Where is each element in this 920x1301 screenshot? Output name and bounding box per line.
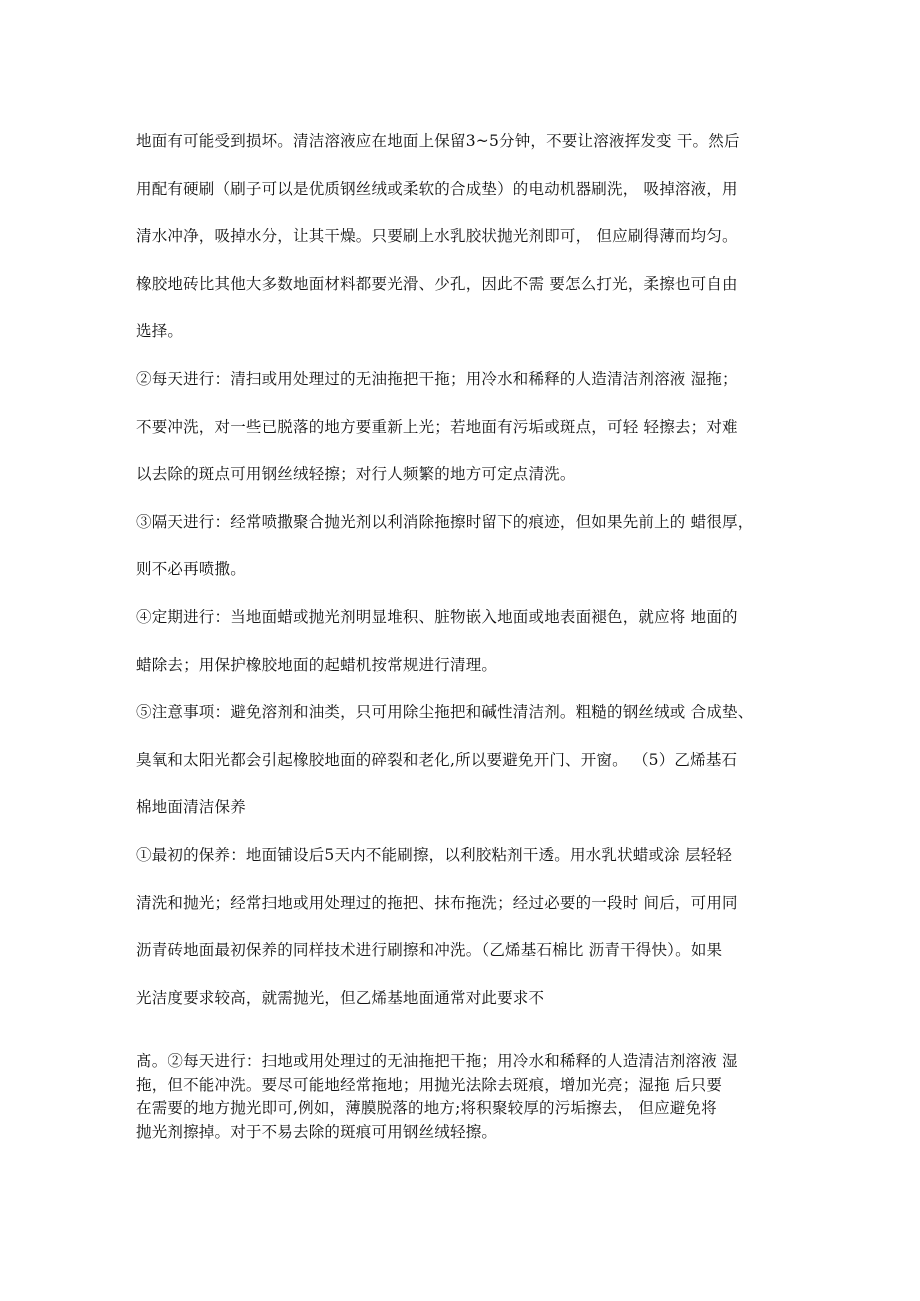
text-line: ①最初的保养：地面铺设后5天内不能刷擦，以利胶粘剂干透。用水乳状蜡或涂 层轻轻 xyxy=(136,845,733,864)
text-line: 光洁度要求较高，就需抛光，但乙烯基地面通常对此要求不 xyxy=(136,988,545,1007)
text-line: 橡胶地砖比其他大多数地面材料都要光滑、少孔，因此不需 要怎么打光，柔擦也可自由 xyxy=(136,274,738,293)
text-line: 地面有可能受到损坏。清洁溶液应在地面上保留3~5分钟，不要让溶液挥发变 干。然后 xyxy=(136,132,740,150)
text-line: 则不必再喷撒。 xyxy=(136,560,246,579)
text-line: 用配有硬刷（刷子可以是优质钢丝绒或柔软的合成垫）的电动机器刷洗， 吸掉溶液，用 xyxy=(136,179,738,198)
text-line: ③隔天进行：经常喷撒聚合抛光剂以利消除拖擦时留下的痕迹，但如果先前上的 蜡很厚， xyxy=(136,512,754,531)
text-line: 选择。 xyxy=(136,322,184,341)
tail-text-block xyxy=(136,1050,796,1144)
text-line: 臭氧和太阳光都会引起橡胶地面的碎裂和老化,所以要避免开门、开窗。 （5）乙烯基石 xyxy=(136,750,738,769)
text-line: 蜡除去；用保护橡胶地面的起蜡机按常规进行清理。 xyxy=(136,655,498,674)
text-line: 清洗和抛光；经常扫地或用处理过的拖把、抹布拖洗；经过必要的一段时 间后，可用同 xyxy=(136,893,738,912)
text-line: 以去除的斑点可用钢丝绒轻擦；对行人频繁的地方可定点清洗。 xyxy=(136,465,576,484)
text-line: 髙。②每天进行：扫地或用处理过的无油拖把干拖；用冷水和稀释的人造清洁剂溶液 湿 xyxy=(136,1052,738,1070)
text-line: 拖，但不能冲洗。要尽可能地经常拖地；用抛光法除去斑痕，增加光亮；湿拖 后只要 xyxy=(136,1075,723,1094)
text-line: 在需要的地方抛光即可,例如，薄膜脱落的地方;将积聚较厚的污垢擦去， 但应避免将 xyxy=(136,1099,717,1117)
text-line: 抛光剂擦掉。对于不易去除的斑痕可用钢丝绒轻擦。 xyxy=(136,1122,498,1141)
text-line: ⑤注意事项：避免溶剂和油类，只可用除尘拖把和碱性清洁剂。粗糙的钢丝绒或 合成垫、 xyxy=(136,703,754,722)
text-line: ②每天进行：清扫或用处理过的无油拖把干拖；用冷水和稀释的人造清洁剂溶液 湿拖； xyxy=(136,369,738,388)
text-line: 清水冲净，吸掉水分，让其干燥。只要刷上水乳胶状抛光剂即可， 但应刷得薄而均匀。 xyxy=(136,227,738,246)
text-line: ④定期进行：当地面蜡或抛光剂明显堆积、脏物嵌入地面或地表面褪色，就应将 地面的 xyxy=(136,607,738,626)
main-text-block xyxy=(136,118,796,1022)
text-line: 不要冲洗，对一些已脱落的地方要重新上光；若地面有污垢或斑点，可轻 轻擦去；对难 xyxy=(136,417,738,436)
text-line: 沥青砖地面最初保养的同样技术进行刷擦和冲洗。（乙烯基石棉比 沥青干得快）。如果 xyxy=(136,941,723,960)
text-line: 棉地面清洁保养 xyxy=(136,798,246,817)
